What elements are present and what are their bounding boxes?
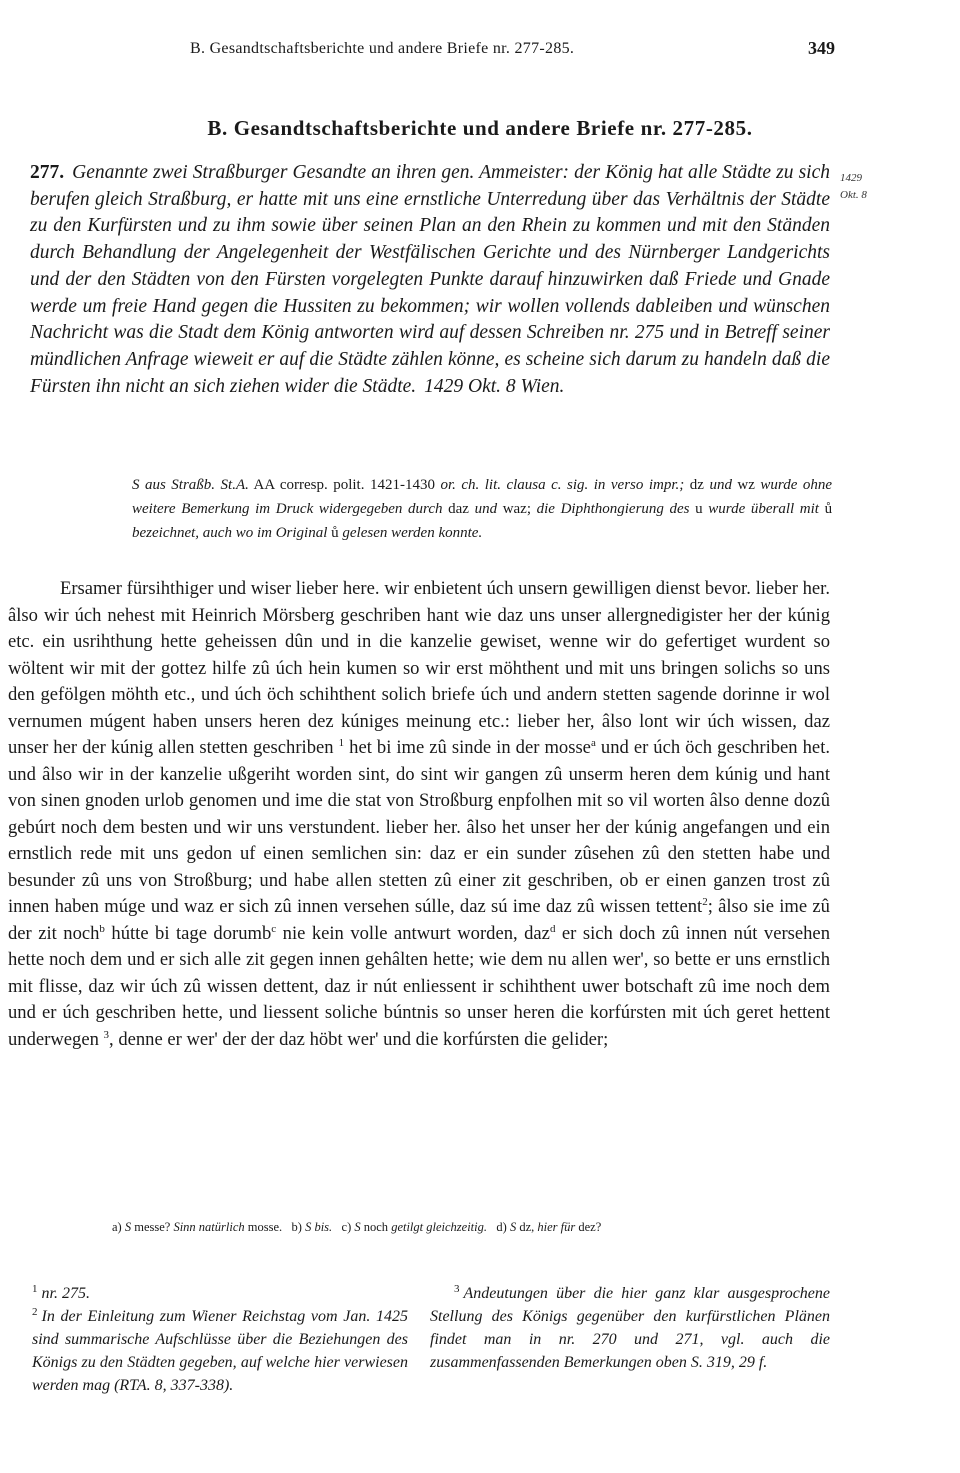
section-title: B. Gesandtschaftsberichte und andere Briefe nr. 277-285.	[207, 116, 753, 140]
text-run: ; âlso sie ime zû der zit noch	[8, 896, 830, 944]
critical-apparatus	[112, 1220, 832, 1235]
source-note	[132, 473, 832, 545]
footnote-mark: 1	[32, 1282, 38, 1295]
apparatus-mark: c)	[341, 1220, 352, 1234]
page-number: 349	[808, 38, 835, 58]
footnote-mark: 3	[454, 1282, 460, 1295]
source-word: ů	[331, 525, 339, 541]
footnote-mark: 2	[32, 1305, 38, 1318]
footnote-text: In der Einleitung zum Wiener Reichstag vom Jan. 1425 sind summarische Aufschlüsse über die Beziehungen des Königs zu den Städten gegeben, auf welche hier verwiesen werden mag (RTA. 8, 337-338).	[32, 1308, 408, 1394]
text-run: und er úch öch geschriben het. und âlso wir in der kanzelie ußgeriht worden sint, do sint wir gangen zû unserm heren dem kúnig und hant von sinen gnoden urlob genomen und ime die stat von Stroßburg enpfolhen mit so vil worten âlso denne dozû gebúrt noch dem besten und wir uns verstundent. lieber her. âlso het unser her der kúnig angefangen und ein ernstlich rede mit uns gedon uf einen semlichen sin: daz er ein sunder zûsehen zû den stetten habe und besunder zû uns von Stroßburg; und habe allen stetten zû einer zit geschriben, ob er einen ganzen trost zû innen haben múge und waz er sich zû innen versehen súlle, daz sú ime daz zû wissen tettent	[8, 737, 831, 917]
text-run: er sich doch zû innen nút versehen hette noch dem und er sich alle zit gegen innen gehâlten hette; wie dem nu allen wer', so bette er uns ernstlich mit flisse, daz wir úch zû wissen dettent, daz ir nút enliessent ir schihthent uwer botschaft zû ime noch dem und er úch geschriben hette, und liessent soliche búntnis so unser heren die korfúrsten mit úch geret hettent underwegen	[8, 922, 830, 1050]
source-description: or. ch. lit. clausa c. sig. in verso impr.;	[440, 477, 685, 493]
apparatus-ref: d	[549, 922, 556, 935]
text-run: Ersamer fürsihthiger und wiser lieber here. wir enbietent úch unsern gewilligen dienst bevor. lieber her. âlso wir úch nehest mit Heinrich Mörsberg geschriben hant wie daz uns unser allergnedigister her der kúnig etc. ein usrihthung hette geheissen dûn und in die kanzelie gewiset, wenne wir do gefertiget wurdent so wöltent wir mit der gottez hilfe zû úch hein kumen so wir erst möhthent und mit uns bringen solichs so uns den gefölgen möhth etc., und úch öch schihthent solich briefe úch und andern stetten sagende dorinne ir wol vernumen múgent haben unsers heren dez kúniges meinung etc.: lieber her, âlso lont wir úch wissen, daz unser her der kúnig allen stetten geschriben	[8, 578, 830, 758]
text-run: het bi ime zû sinde in der mosse	[349, 737, 591, 758]
text-run: , denne er wer' der der daz höbt wer' und die korfúrsten die gelider;	[109, 1028, 609, 1050]
apparatus-mark: d)	[496, 1220, 507, 1234]
apparatus-text: S	[124, 1220, 132, 1234]
running-head: B. Gesandtschaftsberichte und andere Briefe nr. 277-285.	[190, 40, 575, 57]
apparatus-text: messe?	[134, 1220, 171, 1234]
source-word: und	[709, 477, 732, 493]
source-word: die Diphthongierung des	[536, 501, 690, 517]
letter-text	[8, 576, 830, 1053]
source-signature: AA corresp. polit. 1421-1430	[253, 477, 435, 493]
footnote-3	[430, 1282, 830, 1374]
source-word: gelesen werden konnte.	[342, 525, 483, 541]
source-word: daz	[448, 501, 469, 517]
footnote-ref: 3	[103, 1028, 110, 1041]
regest-date: 1429 Okt. 8 Wien.	[424, 375, 565, 397]
apparatus-mark: a)	[112, 1220, 122, 1234]
regest-text: Genannte zwei Straßburger Gesandte an ihren gen. Ammeister: der König hat alle Städte zu sich berufen gleich Straßburg, er hatte mit uns eine ernstliche Unterredung über das Verhältnis der Städte zu den Kurfürsten und zu ihm sowie über seinen Plan an den Rhein zu kommen und mit den Ständen durch Behandlung der Angelegenheit der Westfälischen Gerichte und des Nürnberger Landgerichts und der den Städten von den Fürsten vorgelegten Punkte darauf hinzuwirken daß Friede und Gnade werde um freie Hand gegen die Hussiten zu bekommen; wir wollen vollends dableiben und wünschen Nachricht was die Stadt dem König antworten wird auf dessen Schreiben nr. 275 und in Betreff seiner mündlichen Anfrage wieweit er auf die Städte zählen könne, es scheine sich darum zu handeln daß die Fürsten ihn nicht an sich ziehen wider die Städte.	[30, 162, 830, 397]
text-run: hútte bi tage dorumb	[111, 922, 272, 944]
margin-day: Okt. 8	[840, 189, 867, 201]
document-regest	[30, 160, 830, 400]
apparatus-text: Sinn natürlich	[173, 1220, 245, 1234]
apparatus-text: dez?	[578, 1220, 602, 1234]
footnote-ref: 1	[338, 736, 345, 749]
apparatus-text: S bis.	[305, 1220, 333, 1234]
apparatus-text: S	[354, 1220, 361, 1234]
footnotes	[8, 1282, 830, 1397]
apparatus-text: mosse.	[247, 1220, 283, 1234]
source-word: wurde ohne weitere Bemerkung im Druck widergegeben durch	[132, 477, 832, 517]
footnote-text: Andeutungen über die hier ganz klar ausgesprochene Stellung des Königs gegenüber den kurfürstlichen Plänen findet man in nr. 270 und 271, vgl. auch die zusammenfassenden Bemerkungen oben S. 319, 29 f.	[430, 1285, 830, 1371]
source-word: u	[695, 501, 703, 517]
source-word: waz;	[502, 501, 532, 517]
source-archive: S aus Straßb. St.A.	[132, 477, 249, 493]
margin-year: 1429	[840, 172, 862, 184]
source-word: dz	[689, 477, 704, 493]
apparatus-mark: b)	[291, 1220, 302, 1234]
apparatus-text: hier für	[537, 1220, 576, 1234]
apparatus-ref: c	[271, 922, 277, 935]
source-word: wz	[737, 477, 755, 493]
apparatus-text: getilgt gleichzeitig.	[391, 1220, 488, 1234]
document-number: 277.	[30, 162, 65, 183]
source-word: bezeichnet, auch wo im Original	[132, 525, 328, 541]
apparatus-text: noch	[363, 1220, 389, 1234]
footnote-column-left	[8, 1282, 408, 1397]
apparatus-ref: b	[99, 922, 105, 935]
apparatus-text: S	[509, 1220, 517, 1234]
text-run: nie kein volle antwurt worden, daz	[282, 922, 550, 944]
apparatus-ref: a	[590, 736, 596, 749]
source-word: und	[474, 501, 498, 517]
apparatus-text: dz,	[519, 1220, 535, 1234]
footnote-text: nr. 275.	[41, 1285, 90, 1302]
footnote-2	[8, 1305, 408, 1397]
source-word: ů	[824, 501, 833, 517]
letter-paragraph	[8, 576, 830, 1053]
source-word: wurde überall mit	[708, 501, 819, 517]
margin-date	[840, 170, 890, 204]
footnote-1	[8, 1282, 408, 1305]
footnote-column-right	[430, 1282, 830, 1397]
footnote-ref: 2	[702, 895, 708, 908]
